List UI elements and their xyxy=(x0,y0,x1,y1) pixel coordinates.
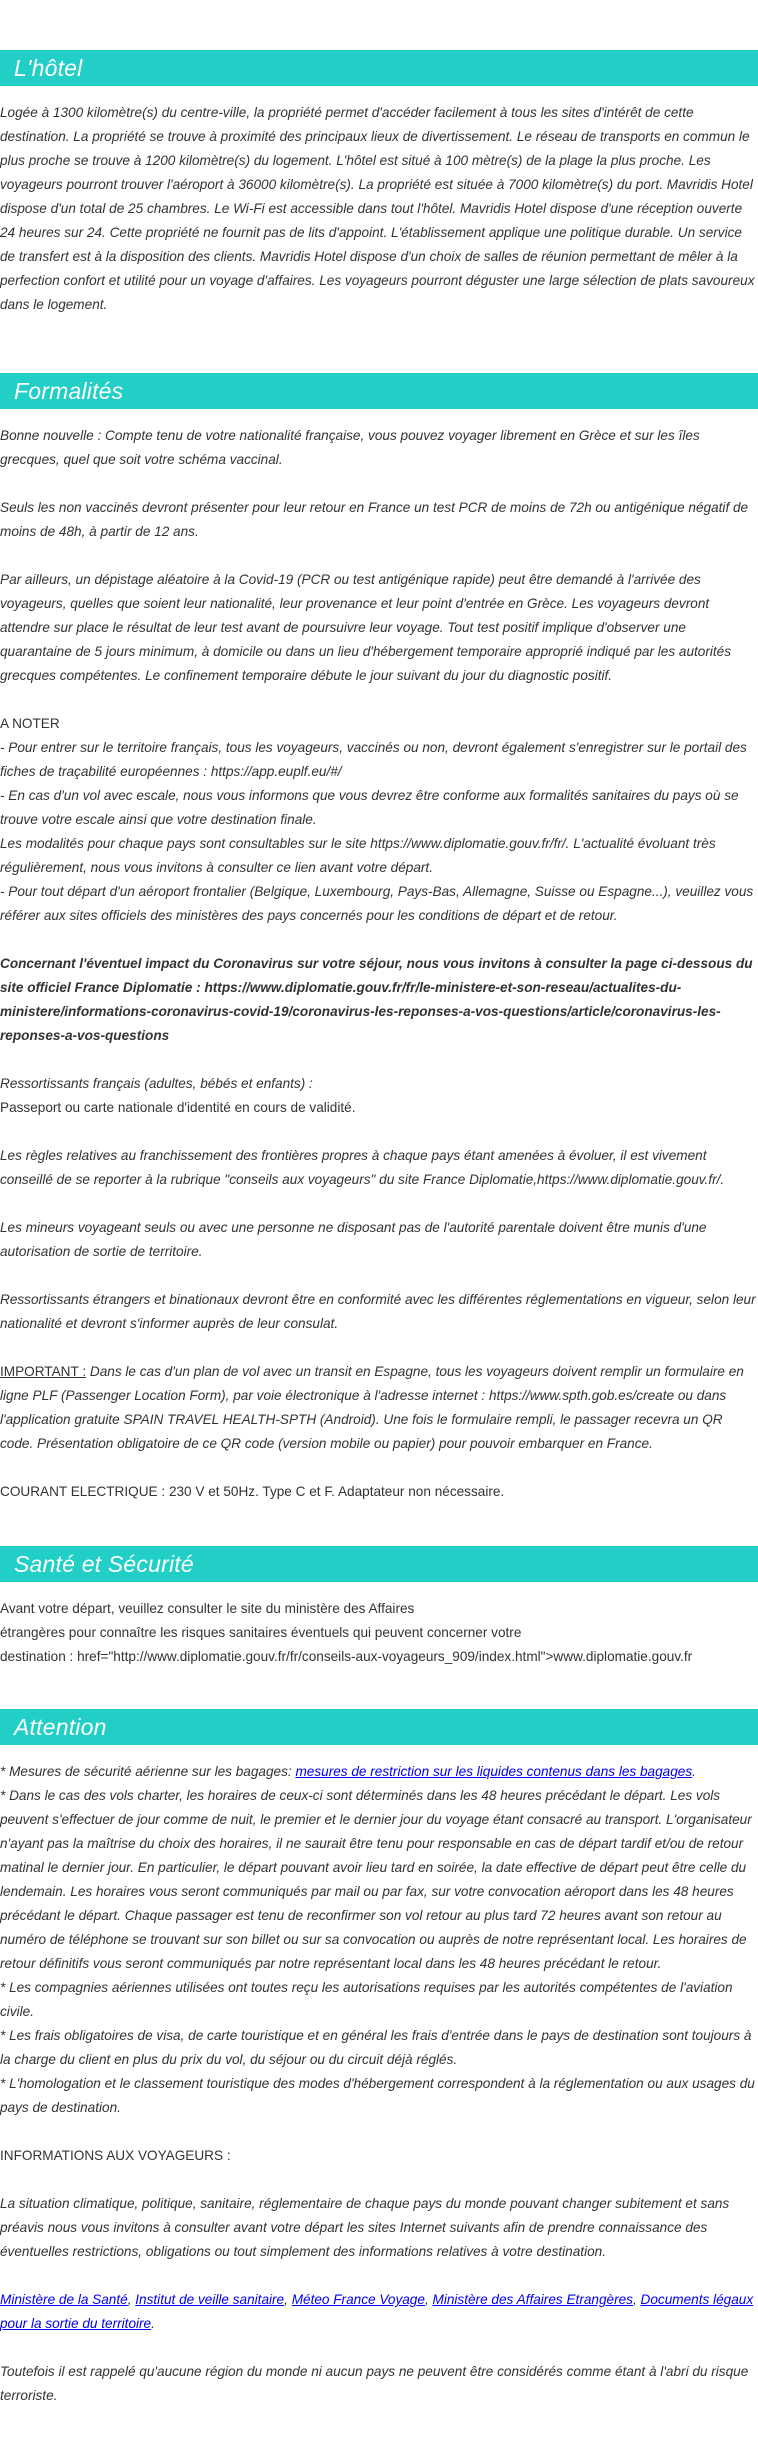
ressortissants-title: Ressortissants français (adultes, bébés et enfants) : xyxy=(0,1076,313,1091)
bullet-text: * Mesures de sécurité aérienne sur les bagages: xyxy=(0,1764,296,1779)
attention-bullet xyxy=(0,1760,758,1784)
important-label: IMPORTANT : xyxy=(0,1364,87,1379)
attention-bullet: * Les frais obligatoires de visa, de carte touristique et en général les frais d'entrée dans le pays de destination sont toujours à la charge du client en plus du prix du vol, du séjour ou du circuit déjà réglés. xyxy=(0,2028,752,2067)
important-text: Dans le cas d'un plan de vol avec un transit en Espagne, tous les voyageurs doivent remplir un formulaire en ligne PLF (Passenger Location Form), par voie électronique à l'adresse internet : https://www.spth.gob.es/create ou dans l'application gratuite SPAIN TRAVEL HEALTH-SPTH (Android). Une fois le formulaire rempli, le passager recevra un QR code. Présentation obligatoire de ce QR code (version mobile ou papier) pour pouvoir embarquer en France. xyxy=(0,1364,744,1451)
note-item: Les modalités pour chaque pays sont consultables sur le site https://www.diplomatie.gouv.fr/fr/. L'actualité évoluant très régulièrement, nous vous invitons à consulter ce lien avant votre départ. xyxy=(0,836,716,875)
note-item: - Pour entrer sur le territoire français, tous les voyageurs, vaccinés ou non, devront également s'enregistrer sur le portail des fiches de traçabilité européennes : https://app.euplf.eu/#/ xyxy=(0,740,747,779)
traveler-info-text: La situation climatique, politique, sanitaire, réglementaire de chaque pays du monde pouvant changer subitement et sans préavis nous vous invitons à consulter avant votre départ les sites Internet suivants afin de prendre connaissance des éventuelles restrictions, obligations ou tout simplement des informations relatives à votre destination. xyxy=(0,2196,730,2259)
sante-line: étrangères pour connaître les risques sanitaires éventuels qui peuvent concerner votre xyxy=(0,1625,522,1640)
coronavirus-impact-notice: Concernant l'éventuel impact du Coronavirus sur votre séjour, nous vous invitons à consulter la page ci-dessous du site officiel France Diplomatie : https://www.diplomatie.gouv.fr/fr/le-ministere-et-son-reseau/actualites-du-ministere/informations-coronavirus-covid-19/coronavirus-les-reponses-a-vos-questions/article/coronavirus-les-reponses-a-vos-questions xyxy=(0,956,753,1043)
link-separator: , xyxy=(424,2292,433,2307)
sante-section-body xyxy=(0,1597,758,1669)
affaires-etrangeres-link[interactable]: Ministère des Affaires Etrangères xyxy=(432,2292,633,2307)
attention-bullet: * Dans le cas des vols charter, les horaires de ceux-ci sont déterminés dans les 48 heures précédant le départ. Les vols peuvent s'effectuer de jour comme de nuit, le premier et le dernier jour du voyage étant consacré au transport. L'organisateur n'ayant pas la maîtrise du choix des horaires, il ne saurait être tenu pour responsable en cas de départ tardif et/ou de retour matinal le dernier jour. En particulier, le départ pouvant avoir lieu tard en soirée, la date effective de départ peut être celle du lendemain. Les horaires vous seront communiqués par mail ou par fax, sur votre convocation aéroport dans les 48 heures précédant le départ. Chaque passager est tenu de reconfirmer son vol retour au plus tard 72 heures avant son retour au numéro de téléphone se trouvant sur son billet ou sur sa convocation ou auprès de notre représentant local. Les horaires de retour définitifs vous seront communiqués par notre représentant local dans les 48 heures précédant le retour. xyxy=(0,1788,752,1971)
ressortissants-block xyxy=(0,1072,758,1120)
formalites-section-body xyxy=(0,424,758,1504)
formalites-section-title: Formalités xyxy=(14,377,124,404)
sante-section-header xyxy=(0,1546,758,1582)
important-notice xyxy=(0,1360,758,1456)
liquids-restriction-link[interactable]: mesures de restriction sur les liquides contenus dans les bagages xyxy=(295,1764,693,1779)
terrorism-notice: Toutefois il est rappelé qu'aucune région du monde ni aucun pays ne peuvent être considérés comme étant à l'abri du risque terroriste. xyxy=(0,2364,749,2403)
traveler-info-title: INFORMATIONS AUX VOYAGEURS : xyxy=(0,2148,231,2163)
formalites-random-testing: Par ailleurs, un dépistage aléatoire à la Covid-19 (PCR ou test antigénique rapide) peut être demandé à l'arrivée des voyageurs, quelles que soient leur nationalité, leur provenance et leur point d'entrée en Grèce. Les voyageurs devront attendre sur place le résultat de leur test avant de poursuivre leur voyage. Tout test positif implique d'observer une quarantaine de 5 jours minimum, à domicile ou dans un lieu d'hébergement temporaire approprié indiqué par les autorités grecques compétentes. Le confinement temporaire débute le jour suivant du jour du diagnostic positif. xyxy=(0,572,732,683)
attention-section-header xyxy=(0,1709,758,1745)
sante-line: destination : href="http://www.diplomatie.gouv.fr/fr/conseils-aux-voyageurs_909/index.html">www.diplomatie.gouv.fr xyxy=(0,1649,693,1664)
institut-veille-link[interactable]: Institut de veille sanitaire xyxy=(135,2292,285,2307)
links-end: . xyxy=(151,2316,155,2331)
foreign-nationals-notice: Ressortissants étrangers et binationaux devront être en conformité avec les différentes réglementations en vigueur, selon leur nationalité et devront s'informer auprès de leur consulat. xyxy=(0,1292,756,1331)
ministere-sante-link[interactable]: Ministère de la Santé xyxy=(0,2292,128,2307)
useful-links xyxy=(0,2288,758,2336)
attention-bullet: * L'homologation et le classement touristique des modes d'hébergement correspondent à la réglementation ou aux usages du pays de destination. xyxy=(0,2076,755,2115)
attention-bullet: * Les compagnies aériennes utilisées ont toutes reçu les autorisations requises par les autorités compétentes de l'aviation civile. xyxy=(0,1980,733,2019)
sante-line: Avant votre départ, veuillez consulter le site du ministère des Affaires xyxy=(0,1601,415,1616)
ressortissants-documents: Passeport ou carte nationale d'identité en cours de validité. xyxy=(0,1100,356,1115)
documents-legaux-link[interactable]: Documents légaux pour la sortie du territoire xyxy=(0,2292,754,2331)
link-separator: , xyxy=(284,2292,292,2307)
meteo-france-link[interactable]: Méteo France Voyage xyxy=(291,2292,425,2307)
hotel-section-header xyxy=(0,50,758,86)
formalites-good-news: Bonne nouvelle : Compte tenu de votre nationalité française, vous pouvez voyager librement en Grèce et sur les îles grecques, quel que soit votre schéma vaccinal. xyxy=(0,428,700,467)
hotel-section-title: L'hôtel xyxy=(14,54,83,81)
bullet-suffix: . xyxy=(692,1764,696,1779)
note-item: - En cas d'un vol avec escale, nous vous informons que vous devrez être conforme aux formalités sanitaires du pays où se trouve votre escale ainsi que votre destination finale. xyxy=(0,788,739,827)
sante-section-title: Santé et Sécurité xyxy=(14,1550,194,1577)
formalites-section-header xyxy=(0,373,758,409)
note-item: - Pour tout départ d'un aéroport frontalier (Belgique, Luxembourg, Pays-Bas, Allemagne, Suisse ou Espagne...), veuillez vous référer aux sites officiels des ministères des pays concernés pour les conditions de départ et de retour. xyxy=(0,884,754,923)
border-rules: Les règles relatives au franchissement des frontières propres à chaque pays étant amenées à évoluer, il est vivement conseillé de se reporter à la rubrique "conseils aux voyageurs" du site France Diplomatie,https://www.diplomatie.gouv.fr/. xyxy=(0,1148,725,1187)
formalites-note-block xyxy=(0,712,758,928)
link-separator: , xyxy=(632,2292,641,2307)
link-separator: , xyxy=(127,2292,136,2307)
note-title: A NOTER xyxy=(0,716,60,731)
electric-current: COURANT ELECTRIQUE : 230 V et 50Hz. Type C et F. Adaptateur non nécessaire. xyxy=(0,1484,505,1499)
hotel-section-body xyxy=(0,101,758,317)
attention-section-body xyxy=(0,1760,758,2408)
minors-notice: Les mineurs voyageant seuls ou avec une personne ne disposant pas de l'autorité parentale doivent être munis d'une autorisation de sortie de territoire. xyxy=(0,1220,707,1259)
formalites-unvaccinated: Seuls les non vaccinés devront présenter pour leur retour en France un test PCR de moins de 72h ou antigénique négatif de moins de 48h, à partir de 12 ans. xyxy=(0,500,749,539)
attention-section-title: Attention xyxy=(14,1713,107,1740)
hotel-description: Logée à 1300 kilomètre(s) du centre-ville, la propriété permet d'accéder facilement à tous les sites d'intérêt de cette destination. La propriété se trouve à proximité des principaux lieux de divertissement. Le réseau de transports en commun le plus proche se trouve à 1200 kilomètre(s) du logement. L'hôtel est situé à 100 mètre(s) de la plage la plus proche. Les voyageurs pourront trouver l'aéroport à 36000 kilomètre(s). La propriété est située à 7000 kilomètre(s) du port. Mavridis Hotel dispose d'un total de 25 chambres. Le Wi-Fi est accessible dans tout l'hôtel. Mavridis Hotel dispose d'une réception ouverte 24 heures sur 24. Cette propriété ne fournit pas de lits d'appoint. L'établissement applique une politique durable. Un service de transfert est à la disposition des clients. Mavridis Hotel dispose d'un choix de salles de réunion permettant de mêler à la perfection confort et utilité pour un voyage d'affaires. Les voyageurs pourront déguster une large sélection de plats savoureux dans le logement. xyxy=(0,105,755,312)
